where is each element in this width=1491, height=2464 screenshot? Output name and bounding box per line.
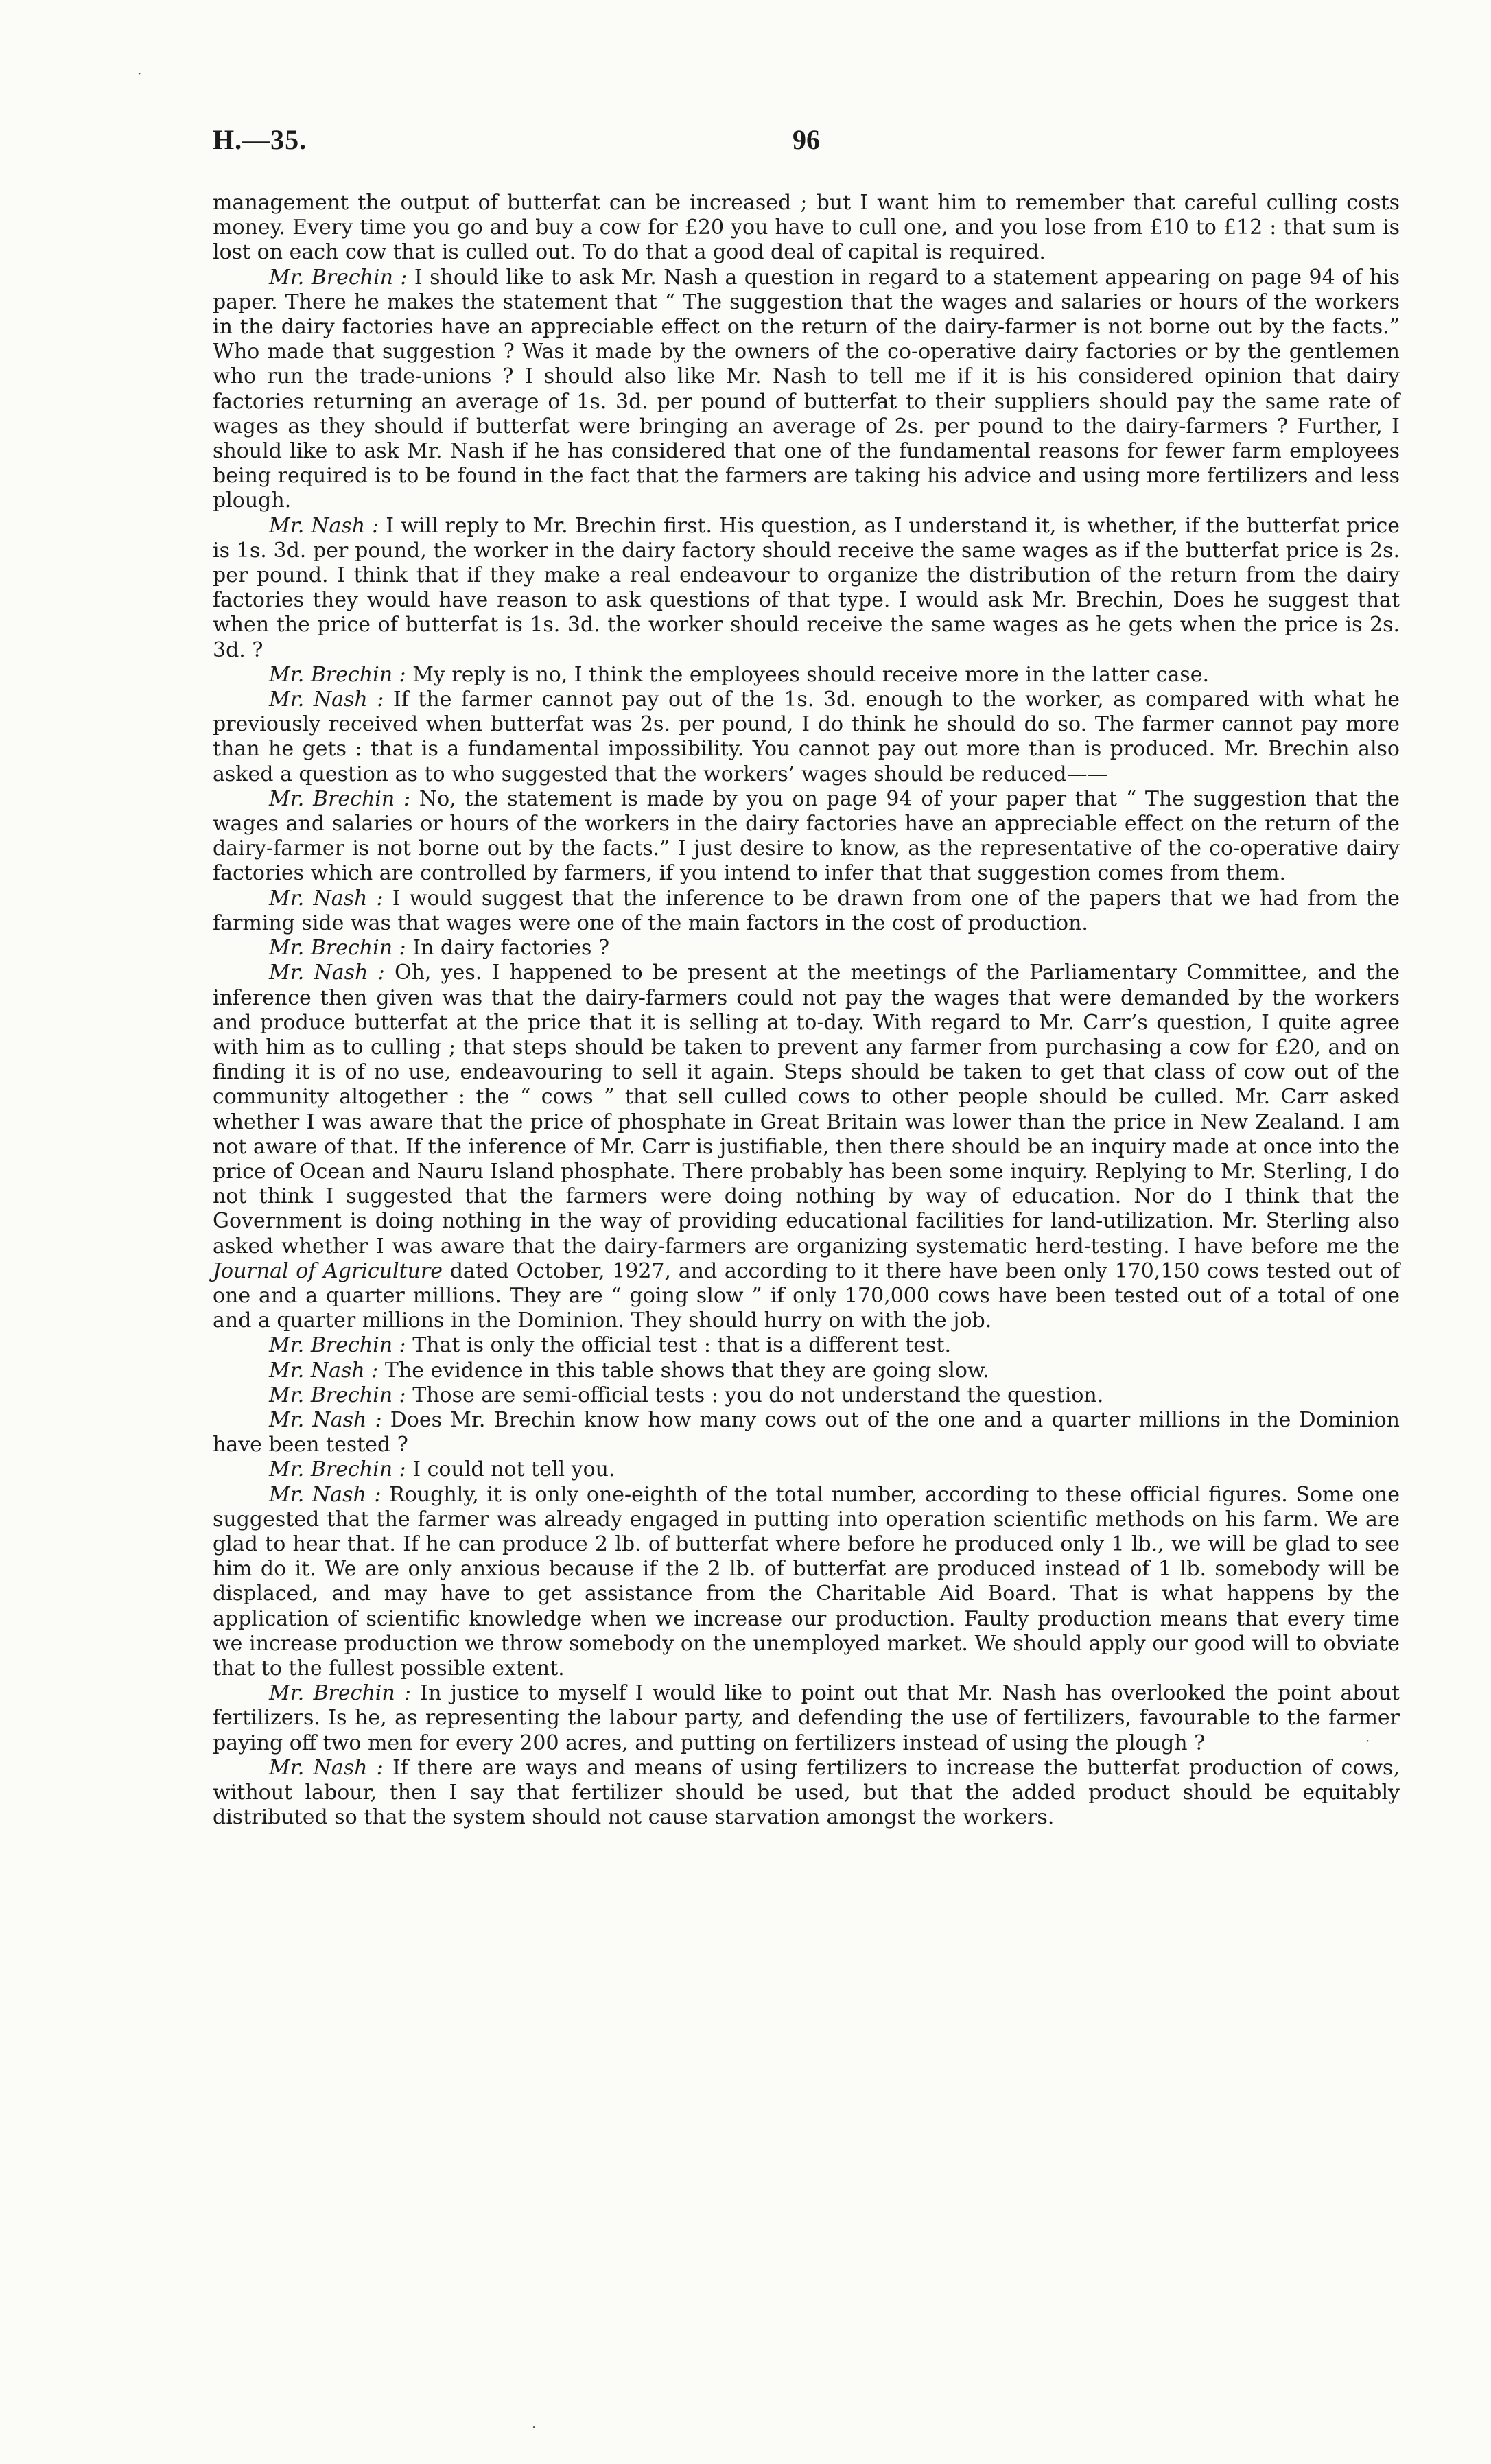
paragraph <box>213 1359 1400 1383</box>
speaker-name: Mr. Brechin : <box>269 1457 406 1482</box>
paragraph-text: That is only the official test : that is a different test. <box>412 1333 951 1358</box>
paragraph <box>213 1408 1400 1457</box>
paragraph-text: In dairy factories ? <box>412 936 610 961</box>
paragraph <box>213 887 1400 936</box>
speaker-name: Mr. Brechin : <box>269 1383 406 1407</box>
paragraph <box>213 1483 1400 1682</box>
paragraph <box>213 191 1400 266</box>
paragraph-text: Does Mr. Brechin know how many cows out of the one and a quarter millions in the Dominion have been tested ? <box>213 1407 1400 1457</box>
paragraph-text: management the output of butterfat can be increased ; but I want him to remember that careful culling costs money. Every time you go and buy a cow for £20 you have to cull one, and you lose from £10 to £12 : that sum is lost on each cow that is culled out. To do that a good deal of capital is required. <box>213 191 1400 265</box>
speaker-name: Mr. Nash : <box>269 688 384 712</box>
speaker-name: Mr. Brechin : <box>269 265 408 290</box>
speaker-name: Mr. Nash : <box>269 1482 381 1507</box>
speaker-name: Mr. Brechin : <box>269 936 406 961</box>
paragraph-text: I should like to ask Mr. Nash a question in regard to a statement appearing on page 94 of his paper. There he makes the statement that “ The suggestion that the wages and salaries or hours of the workers in the dairy factories have an appreciable effect on the return of the dairy-farmer is not borne out by the facts.” Who made that suggestion ? Was it made by the owners of the co-operative dairy factories or by the gentlemen who run the trade-unions ? I should also like Mr. Nash to tell me if it is his considered opinion that dairy factories returning an average of 1s. 3d. per pound of butterfat to their suppliers should pay the same rate of wages as they should if butterfat were bringing an average of 2s. per pound to the dairy-farmers ? Further, I should like to ask Mr. Nash if he has considered that one of the fundamental reasons for fewer farm employees being required is to be found in the fact that the farmers are taking his advice and using more fertilizers and less plough. <box>213 265 1400 513</box>
paragraph <box>213 787 1400 887</box>
paragraph <box>213 663 1400 688</box>
speaker-name: Mr. Nash : <box>269 1407 382 1432</box>
scan-speck: · <box>137 65 142 82</box>
paragraph <box>213 1383 1400 1408</box>
scan-speck: · <box>532 2419 537 2435</box>
paragraph-text: Those are semi-official tests : you do not understand the question. <box>412 1383 1104 1407</box>
paragraph <box>213 514 1400 663</box>
paragraph-text: I would suggest that the inference to be drawn from one of the papers that we had from the farming side was that wages were one of the main factors in the cost of production. <box>213 886 1400 935</box>
paragraph-text-continued: dated October, 1927, and according to it there have been only 170,150 cows tested out of one and a quarter millions. They are “ going slow ” if only 170,000 cows have been tested out of a total of one and a quarter millions in the Dominion. They should hurry on with the job. <box>213 1258 1400 1333</box>
paragraph <box>213 1756 1400 1831</box>
speaker-name: Mr. Nash : <box>269 961 385 985</box>
paragraph-text: The evidence in this table shows that they are going slow. <box>384 1358 989 1383</box>
speaker-name: Mr. Brechin : <box>269 786 411 811</box>
speaker-name: Mr. Brechin : <box>269 662 406 687</box>
speaker-name: Mr. Nash : <box>269 513 379 538</box>
speaker-name: Mr. Nash : <box>269 1755 384 1780</box>
paragraph <box>213 1681 1400 1756</box>
paragraph <box>213 961 1400 1333</box>
speaker-name: Mr. Brechin : <box>269 1681 411 1706</box>
speaker-name: Mr. Nash : <box>269 1358 379 1383</box>
paragraph-text: If there are ways and means of using fertilizers to increase the butterfat production of cows, without labour, then I say that fertilizer should be used, but that the added product should be equitably distributed so that the system should not cause starvation amongst the workers. <box>213 1755 1400 1830</box>
speaker-name: Mr. Brechin : <box>269 1333 406 1358</box>
paragraph-text: If the farmer cannot pay out of the 1s. 3d. enough to the worker, as compared with what he previously received when butterfat was 2s. per pound, I do think he should do so. The farmer cannot pay more than he gets : that is a fundamental impossibility. You cannot pay out more than is produced. Mr. Brechin also asked a question as to who suggested that the workers’ wages should be reduced—— <box>213 688 1400 786</box>
paragraph-text: My reply is no, I think the employees should receive more in the latter case. <box>412 662 1210 687</box>
paragraph <box>213 266 1400 514</box>
paragraph-text: I will reply to Mr. Brechin first. His question, as I understand it, is whether, if the butterfat price is 1s. 3d. per pound, the worker in the dairy factory should receive the same wages as if the butterfat price is 2s. per pound. I think that if they make a real endeavour to organize the distribution of the return from the dairy factories they would have reason to ask questions of that type. I would ask Mr. Brechin, Does he suggest that when the price of butterfat is 1s. 3d. the worker should receive the same wages as he gets when the price is 2s. 3d. ? <box>213 513 1400 662</box>
scan-speck: · <box>1365 1733 1370 1749</box>
document-code: H.—35. <box>213 124 307 155</box>
paragraph <box>213 1457 1400 1482</box>
page-number: 96 <box>793 124 820 155</box>
journal-title: Journal of Agriculture <box>213 1258 443 1283</box>
paragraph-text: Roughly, it is only one-eighth of the total number, according to these official figures. Some one suggested that the farmer was already engaged in putting into operation scientific methods on his farm. We are glad to hear that. If he can produce 2 lb. of butterfat where before he produced only 1 lb., we will be glad to see him do it. We are only anxious because if the 2 lb. of butterfat are produced instead of 1 lb. somebody will be displaced, and may have to get assistance from the Charitable Aid Board. That is what happens by the application of scientific knowledge when we increase our production. Faulty production means that every time we increase production we throw somebody on the unemployed market. We should apply our good will to obviate that to the fullest possible extent. <box>213 1482 1400 1680</box>
page-header <box>213 124 1400 165</box>
paragraph-text: I could not tell you. <box>412 1457 615 1482</box>
paragraph-text: No, the statement is made by you on page 94 of your paper that “ The suggestion that the wages and salaries or hours of the workers in the dairy factories have an appreciable effect on the return of the dairy-farmer is not borne out by the facts.” I just desire to know, as the representative of the co-operative dairy factories which are controlled by farmers, if you intend to infer that that suggestion comes from them. <box>213 786 1400 886</box>
paragraph-text: In justice to myself I would like to point out that Mr. Nash has overlooked the point about fertilizers. Is he, as representing the labour party, and defending the use of fertilizers, favourable to the farmer paying off two men for every 200 acres, and putting on fertilizers instead of using the plough ? <box>213 1681 1400 1755</box>
speaker-name: Mr. Nash : <box>269 886 384 911</box>
paragraph <box>213 1333 1400 1358</box>
body-text <box>213 191 1400 1830</box>
paragraph <box>213 688 1400 787</box>
paragraph <box>213 936 1400 961</box>
paragraph-text: Oh, yes. I happened to be present at the meetings of the Parliamentary Committee, and the inference then given was that the dairy-farmers could not pay the wages that were demanded by the workers and produce butterfat at the price that it is selling at to-day. With regard to Mr. Carr’s question, I quite agree with him as to culling ; that steps should be taken to prevent any farmer from purchasing a cow for £20, and on finding it is of no use, endeavouring to sell it again. Steps should be taken to get that class of cow out of the community altogether : the “ cows ” that sell culled cows to other people should be culled. Mr. Carr asked whether I was aware that the price of phosphate in Great Britain was lower than the price in New Zealand. I am not aware of that. If the inference of Mr. Carr is justifiable, then there should be an inquiry made at once into the price of Ocean and Nauru Island phosphate. There probably has been some inquiry. Replying to Mr. Sterling, I do not think I suggested that the farmers were doing nothing by way of education. Nor do I think that the Government is doing nothing in the way of providing educational facilities for land-utilization. Mr. Sterling also asked whether I was aware that the dairy-farmers are organizing systematic herd-testing. I have before me the <box>213 961 1400 1258</box>
